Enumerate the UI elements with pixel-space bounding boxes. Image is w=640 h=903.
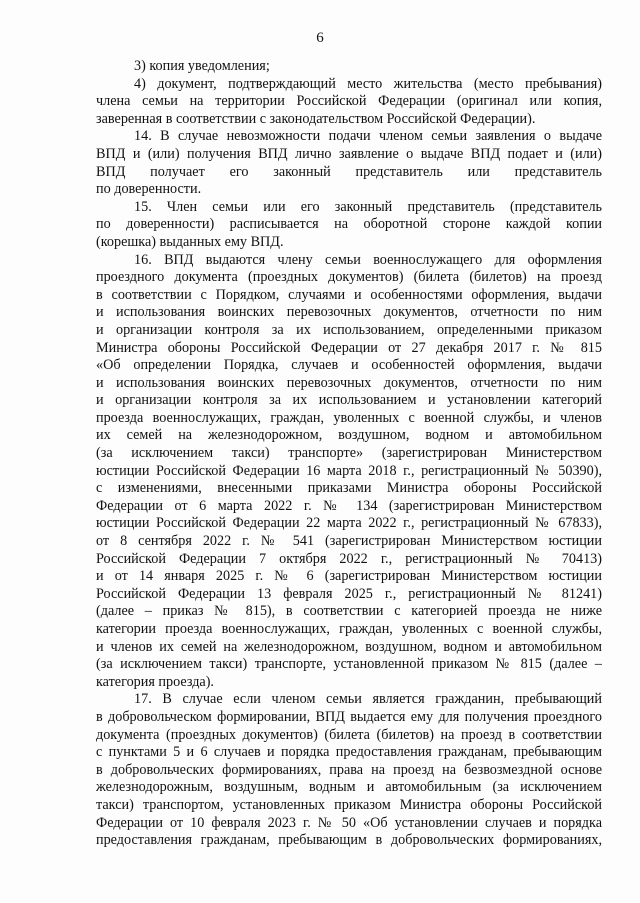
text-line: в соответствии с Порядком, случаями и особенностями оформления, выдачи	[96, 286, 602, 303]
text-line: и использования воинских перевозочных документов, отчетности по ним	[96, 374, 602, 391]
text-line: Российской Федерации 7 октября 2022 г., регистрационный № 70413)	[96, 550, 602, 567]
text-line: юстиции Российской Федерации 16 марта 2018 г., регистрационный № 50390),	[96, 462, 602, 479]
text-line: категория проезда).	[96, 673, 214, 690]
text-line: документа (проездных документов) (билета (билетов) на проезд в соответствии	[96, 726, 602, 743]
text-line: в добровольческих формированиях, права на проезд на безвозмездной основе	[96, 761, 602, 778]
text-line: категории проезда военнослужащих, граждан, уволенных с военной службы,	[96, 621, 602, 637]
text-line: с пунктами 5 и 6 случаев и порядка предоставления гражданам, пребывающим	[96, 744, 602, 761]
text-line: проезда военнослужащих, граждан, уволенных с военной службы, и членов	[96, 409, 602, 426]
text-line: от 8 сентября 2022 г. № 541 (зарегистрирован Министерством юстиции	[96, 533, 602, 550]
text-line: и организации контроля за их использованием, определенными приказом	[96, 321, 602, 338]
text-line: Российской Федерации 13 февраля 2025 г., регистрационный № 81241)	[96, 585, 602, 602]
text-line: ВПД и (или) получения ВПД лично заявление о выдаче ВПД подает и (или)	[96, 145, 602, 162]
text-line: и использования воинских перевозочных документов, отчетности по ним	[96, 304, 602, 321]
text-line: (далее – приказ № 815), в соответствии с категорией проезда не ниже	[96, 603, 602, 620]
text-line: предоставления гражданам, пребывающим в добровольческих формированиях,	[96, 832, 602, 849]
text-line: ВПД получает его законный представитель или представитель	[96, 163, 602, 180]
text-line: 17. В случае если членом семьи является гражданин, пребывающий	[134, 691, 602, 708]
text-line: и членов их семей на железнодорожном, воздушном, водном и автомобильном	[96, 638, 602, 655]
text-line: железнодорожным, воздушным, водным и автомобильным (за исключением	[96, 779, 602, 796]
text-line: в добровольческом формировании, ВПД выдается ему для получения проездного	[96, 708, 602, 725]
text-line: Федерации от 6 марта 2022 г. № 134 (зарегистрирован Министерством	[96, 497, 602, 514]
text-line: их семей на железнодорожном, воздушном, водном и автомобильном	[96, 427, 602, 444]
text-line: 14. В случае невозможности подачи членом семьи заявления о выдаче	[134, 128, 602, 145]
text-line: 3) копия уведомления;	[134, 58, 270, 74]
text-line: Министра обороны Российской Федерации от 27 декабря 2017 г. № 815	[96, 339, 602, 356]
page-number: 6	[316, 30, 324, 46]
text-line: такси) транспортом, установленных приказом Министра обороны Российской	[96, 796, 602, 813]
text-line: 15. Член семьи или его законный представитель (представитель	[134, 198, 602, 215]
text-line: и организации контроля за их использованием и установлении категорий	[96, 392, 602, 409]
text-line: (за исключением такси) транспорте, установленной приказом № 815 (далее –	[96, 656, 602, 673]
text-line: по доверенности.	[96, 181, 202, 198]
text-line: проездного документа (проездных документов) (билета (билетов) на проезд	[96, 269, 602, 286]
text-line: «Об определении Порядка, случаев и особенностей оформления, выдачи	[96, 357, 602, 374]
text-line: (корешка) выданных ему ВПД.	[96, 233, 284, 250]
text-line: 16. ВПД выдаются члену семьи военнослужащего для оформления	[134, 251, 602, 268]
text-line: (за исключением такси) транспорте» (зарегистрирован Министерством	[96, 445, 602, 462]
text-line: и от 14 января 2025 г. № 6 (зарегистрирован Министерством юстиции	[96, 568, 602, 585]
text-line: 4) документ, подтверждающий место жительства (место пребывания)	[134, 75, 602, 92]
text-line: юстиции Российской Федерации 22 марта 2022 г., регистрационный № 67833),	[96, 515, 602, 532]
text-line: члена семьи на территории Российской Федерации (оригинал или копия,	[96, 93, 602, 110]
text-line: с изменениями, внесенными приказами Министра обороны Российской	[96, 480, 602, 497]
document-body	[96, 58, 602, 850]
text-line: заверенная в соответствии с законодательством Российской Федерации).	[96, 110, 536, 127]
text-line: Федерации от 10 февраля 2023 г. № 50 «Об установлении случаев и порядка	[96, 814, 602, 831]
text-line: по доверенности) расписывается на оборотной стороне каждой копии	[96, 216, 602, 233]
